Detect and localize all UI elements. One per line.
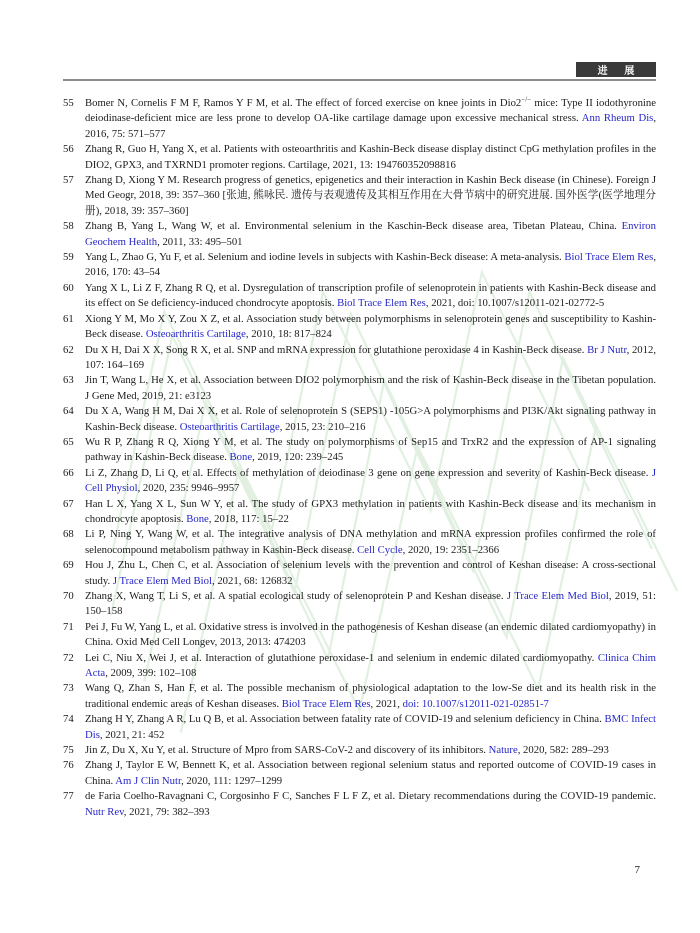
reference-text <box>85 281 656 312</box>
reference-segment: Xiong Y M, Mo X Y, Zou X Z, et al. Association study between polymorphisms in selenoprotein genes and susceptibility to Kashin-Beck disease. <box>85 312 656 341</box>
journal-link[interactable]: Am J Clin Nutr <box>115 774 182 787</box>
reference-item <box>63 466 656 497</box>
reference-segment: , 2020, 19: 2351–2366 <box>402 543 500 556</box>
reference-text <box>85 142 656 173</box>
reference-number: 76 <box>63 759 74 772</box>
reference-number: 72 <box>63 651 74 664</box>
journal-link[interactable]: Br J Nutr <box>587 343 627 356</box>
reference-number: 57 <box>63 174 74 187</box>
reference-segment: , 2020, 235: 9946–9957 <box>137 482 240 495</box>
journal-link[interactable]: Biol Trace Elem Res <box>281 697 371 710</box>
journal-link[interactable]: BMC Infect Dis <box>85 713 656 741</box>
reference-segment: Yang L, Zhao G, Yu F, et al. Selenium and iodine levels in subjects with Kashin-Beck disease: A meta-analysis. <box>85 251 565 264</box>
reference-number: 61 <box>63 312 74 325</box>
reference-segment: Du X A, Wang H M, Dai X X, et al. Role of selenoprotein S (SEPS1) -105G>A polymorphisms and PI3K/Akt signaling pathway in Kashin-Beck disease. <box>85 405 656 433</box>
reference-segment: , 2021, doi: 10.1007/s12011-021-02772-5 <box>425 297 605 310</box>
journal-link[interactable]: J Trace Elem Med Biol <box>112 574 212 587</box>
journal-link[interactable]: J Trace Elem Med Biol <box>506 590 609 602</box>
reference-segment: Du X H, Dai X X, Song R X, et al. SNP and mRNA expression for glutathione peroxidase 4 in Kashin-Beck disease. <box>85 343 588 356</box>
reference-segment: , 2012, 107: 164–169 <box>85 343 657 371</box>
reference-text <box>85 497 656 528</box>
reference-text <box>85 343 656 374</box>
reference-text <box>85 651 656 682</box>
reference-segment: , 2021, 21: 452 <box>99 728 165 741</box>
reference-item <box>63 435 656 466</box>
reference-number: 77 <box>63 790 74 803</box>
journal-link[interactable]: J Cell Physiol <box>85 466 656 495</box>
reference-segment: , 2018, 117: 15–22 <box>208 512 289 525</box>
reference-segment: , 2016, 170: 43–54 <box>85 251 656 279</box>
reference-item <box>63 343 656 374</box>
reference-text <box>85 96 656 142</box>
reference-number: 69 <box>63 559 74 572</box>
journal-link[interactable]: Environ Geochem Health <box>85 220 656 248</box>
reference-text <box>85 173 656 219</box>
reference-segment: Zhang B, Yang L, Wang W, et al. Environmental selenium in the Kaschin-Beck disease area, Tibetan Plateau, China. <box>85 220 622 233</box>
reference-text <box>85 589 656 620</box>
reference-segment: mice: Type II iodothyronine deiodinase-deficient mice are less prone to develop OA-like cartilage damage upon excessive mechanical stress. <box>85 97 656 125</box>
reference-text <box>85 620 656 651</box>
reference-text <box>85 789 656 820</box>
reference-number: 73 <box>63 682 74 695</box>
reference-segment: , 2019, 51: 150–158 <box>85 590 656 618</box>
reference-item <box>63 758 656 789</box>
reference-item <box>63 789 656 820</box>
reference-item <box>63 620 656 651</box>
reference-segment: Zhang H Y, Zhang A R, Lu Q B, et al. Association between fatality rate of COVID-19 and selenium deficiency in China. <box>85 713 605 726</box>
reference-segment: de Faria Coelho-Ravagnani C, Corgosinho F C, Sanches F L F Z, et al. Dietary recommendations during the COVID-19 pandemic. <box>85 790 656 803</box>
reference-segment: Zhang J, Taylor E W, Bennett K, et al. Association between regional selenium status and reported outcome of COVID-19 cases in China. <box>85 759 656 787</box>
reference-text <box>85 435 656 466</box>
journal-link[interactable]: Osteoarthritis Cartilage <box>179 420 280 433</box>
reference-segment: Yang X L, Li Z F, Zhang R Q, et al. Dysregulation of transcription profile of selenoprotein in patients with Kashin-Beck disease and its effect on Se deficiency-induced chondrocyte apoptosis. <box>85 281 656 310</box>
journal-link[interactable]: Bone <box>186 512 209 525</box>
journal-link[interactable]: Clinica Chim Acta <box>85 651 656 680</box>
reference-item <box>63 219 656 250</box>
reference-text <box>85 712 656 743</box>
reference-segment: , 2009, 399: 102–108 <box>105 667 197 680</box>
reference-item <box>63 404 656 435</box>
reference-segment: , 2019, 120: 239–245 <box>252 451 344 464</box>
reference-segment: Wang Q, Zhan S, Han F, et al. The possible mechanism of physiological adaptation to the low-Se diet and its health risk in the traditional endemic areas of Keshan diseases. <box>85 682 656 710</box>
reference-item <box>63 173 656 219</box>
reference-text <box>85 404 656 435</box>
reference-segment: , 2021, <box>370 697 403 710</box>
reference-number: 64 <box>63 405 74 418</box>
reference-item <box>63 250 656 281</box>
reference-segment: Bomer N, Cornelis F M F, Ramos Y F M, et al. The effect of forced exercise on knee joints in Dio2 <box>85 97 522 109</box>
reference-text <box>85 743 656 758</box>
reference-number: 55 <box>63 97 74 109</box>
reference-segment: Li Z, Zhang D, Li Q, et al. Effects of methylation of deiodinase 3 gene on gene expression and severity of Kashin-Beck disease. <box>85 466 652 479</box>
reference-segment: Zhang R, Guo H, Yang X, et al. Patients with osteoarthritis and Kashin-Beck disease display distinct CpG methylation profiles in the DIO2, GPX3, and TXRND1 promoter regions. Cartilage, 2021, 13: 194760352098816 <box>85 143 656 171</box>
section-tag <box>576 62 656 77</box>
reference-number: 74 <box>63 713 74 726</box>
reference-item <box>63 558 656 589</box>
reference-item <box>63 527 656 558</box>
reference-number: 66 <box>63 466 74 479</box>
reference-number: 68 <box>63 528 74 541</box>
reference-segment: −/− <box>521 95 532 104</box>
reference-number: 63 <box>63 374 74 387</box>
reference-segment: , 2011, 33: 495–501 <box>157 235 243 248</box>
reference-number: 60 <box>63 281 74 294</box>
reference-text <box>85 466 656 497</box>
journal-link[interactable]: Biol Trace Elem Res <box>564 251 654 264</box>
reference-item <box>63 142 656 173</box>
reference-number: 65 <box>63 435 74 448</box>
journal-link[interactable]: Bone <box>229 451 253 464</box>
reference-item <box>63 712 656 743</box>
reference-text <box>85 219 656 250</box>
reference-text <box>85 312 656 343</box>
reference-segment: , 2016, 75: 571–577 <box>85 112 656 140</box>
page-number: 7 <box>634 864 640 876</box>
reference-segment: Hou J, Zhu L, Chen C, et al. Association of selenium levels with the prevention and control of Keshan disease: A cross-sectional study. <box>85 559 656 587</box>
reference-item <box>63 589 656 620</box>
reference-segment: Jin Z, Du X, Xu Y, et al. Structure of Mpro from SARS-CoV-2 and discovery of its inhibitors. <box>85 744 489 757</box>
reference-segment: Li P, Ning Y, Wang W, et al. The integrative analysis of DNA methylation and mRNA expression profiles confirmed the role of selenocompound metabolism pathway in Kashin-Beck disease. <box>85 528 656 556</box>
journal-link[interactable]: Ann Rheum Dis <box>581 112 654 125</box>
reference-segment: , 2021, 68: 126832 <box>211 574 293 587</box>
reference-list <box>63 96 656 820</box>
reference-item <box>63 373 656 404</box>
reference-number: 67 <box>63 497 74 510</box>
reference-number: 56 <box>63 143 74 156</box>
reference-item <box>63 651 656 682</box>
reference-segment: Zhang D, Xiong Y M. Research progress of genetics, epigenetics and their interaction in Kashin Beck disease (in Chinese). Foreign J Med Geogr, 2018, 39: 357–360 [张迪, 熊咏民. 遗传与表观遗传及其相互作用在大骨节病中的研究进展. 国外医学(医学地理分册), 2018, 39: 357–360] <box>85 174 656 217</box>
reference-text <box>85 758 656 789</box>
reference-segment: Lei C, Niu X, Wei J, et al. Interaction of glutathione peroxidase-1 and selenium in endemic dilated cardiomyopathy. <box>85 651 598 664</box>
journal-link[interactable]: doi: 10.1007/s12011-021-02851-7 <box>402 697 549 710</box>
reference-number: 75 <box>63 744 74 757</box>
reference-item <box>63 281 656 312</box>
reference-segment: , 2015, 23: 210–216 <box>279 420 366 433</box>
reference-segment: Pei J, Fu W, Yang L, et al. Oxidative stress is involved in the pathogenesis of Keshan disease (an endemic dilated cardiomyopathy) in China. Oxid Med Cell Longev, 2013, 2013: 474203 <box>85 620 656 649</box>
journal-link[interactable]: Cell Cycle <box>357 543 403 556</box>
reference-number: 62 <box>63 343 74 356</box>
reference-segment: Zhang X, Wang T, Li S, et al. A spatial ecological study of selenoprotein P and Keshan disease. <box>85 590 507 602</box>
reference-item <box>63 96 656 142</box>
reference-segment: , 2020, 111: 1297–1299 <box>181 774 283 787</box>
reference-number: 71 <box>63 620 74 633</box>
reference-text <box>85 373 656 404</box>
reference-item <box>63 312 656 343</box>
reference-item <box>63 681 656 712</box>
reference-segment: Han L X, Yang X L, Sun W Y, et al. The study of GPX3 methylation in patients with Kashin-Beck disease and its mechanism in chondrocyte apoptosis. <box>85 497 656 525</box>
journal-link[interactable]: Nature <box>488 744 518 757</box>
journal-link[interactable]: Biol Trace Elem Res <box>337 297 426 310</box>
reference-text <box>85 558 656 589</box>
reference-segment: , 2010, 18: 817–824 <box>245 328 332 341</box>
reference-text <box>85 250 656 281</box>
reference-text <box>85 527 656 558</box>
reference-segment: Wu R P, Zhang R Q, Xiong Y M, et al. The study on polymorphisms of Sep15 and TrxR2 and the expression of AP-1 signaling pathway in Kashin-Beck disease. <box>85 435 656 464</box>
reference-text <box>85 681 656 712</box>
reference-number: 59 <box>63 251 74 264</box>
reference-number: 58 <box>63 220 74 233</box>
header-divider <box>63 79 656 81</box>
journal-link[interactable]: Osteoarthritis Cartilage <box>145 328 246 341</box>
reference-item <box>63 743 656 758</box>
reference-segment: , 2020, 582: 289–293 <box>517 744 609 757</box>
reference-segment: Jin T, Wang L, He X, et al. Association between DIO2 polymorphism and the risk of Kashin-Beck disease in the Tibetan population. J Gene Med, 2019, 21: e3123 <box>85 374 656 402</box>
journal-link[interactable]: Nutr Rev <box>85 805 124 818</box>
reference-item <box>63 497 656 528</box>
reference-segment: , 2021, 79: 382–393 <box>123 805 210 818</box>
reference-number: 70 <box>63 590 74 602</box>
section-tag-label: 进 展 <box>597 66 642 77</box>
